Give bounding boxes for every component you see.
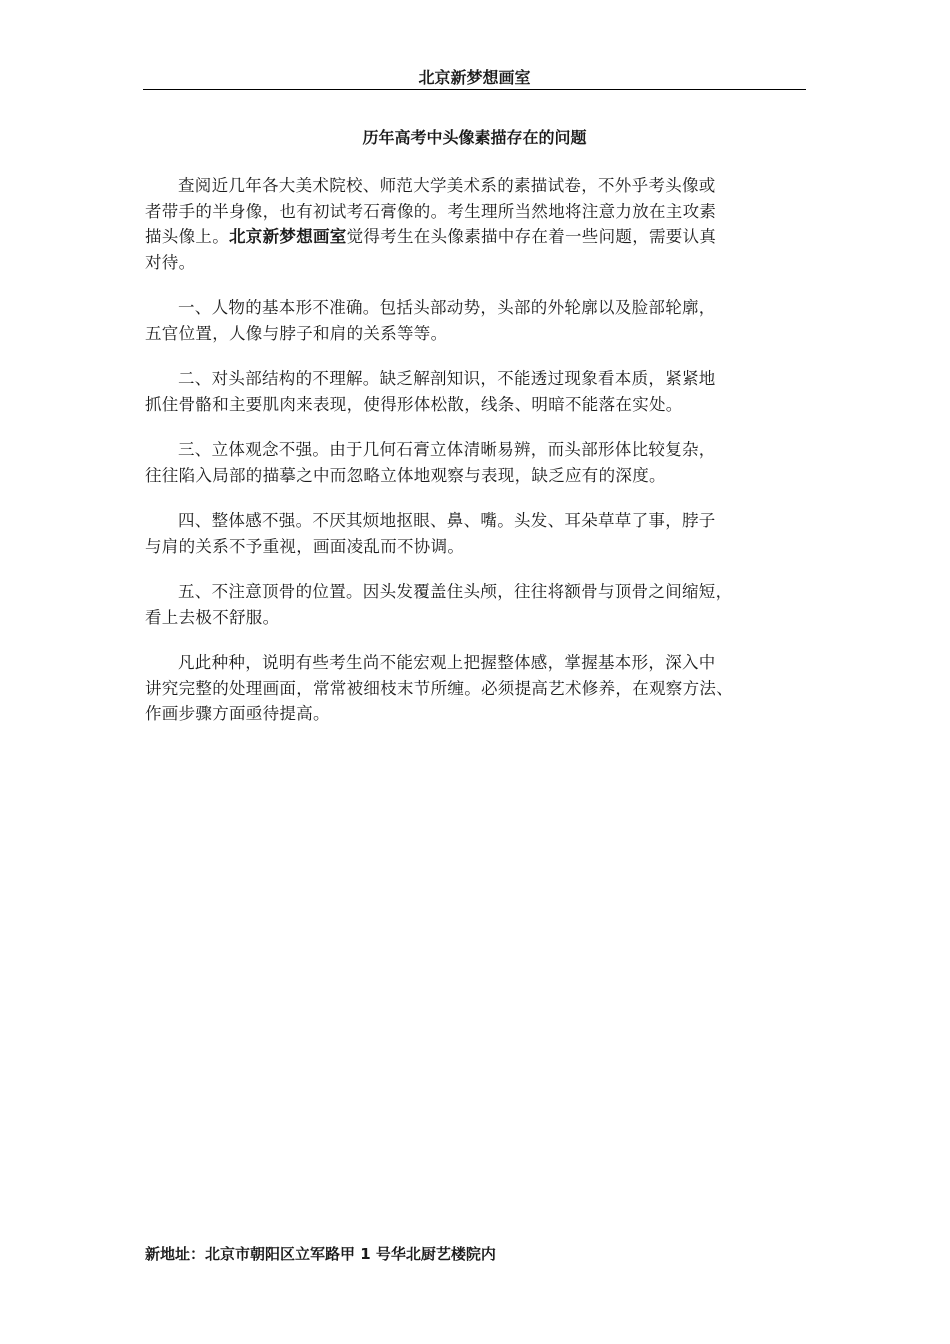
paragraph-line: 四、整体感不强。不厌其烦地抠眼、鼻、嘴。头发、耳朵草草了事，脖子 — [178, 511, 716, 530]
paragraph-line: 对待。 — [145, 252, 196, 272]
paragraph-line: 与肩的关系不予重视，画面凌乱而不协调。 — [145, 536, 465, 556]
header-divider — [143, 89, 806, 90]
paragraph-line: 凡此种种，说明有些考生尚不能宏观上把握整体感，掌握基本形，深入中 — [178, 653, 716, 672]
paragraph-line: 五官位置，人像与脖子和肩的关系等等。 — [145, 323, 448, 343]
paragraph-line: 三、立体观念不强。由于几何石膏立体清晰易辨，而头部形体比较复杂， — [178, 440, 716, 459]
paragraph-line — [145, 224, 810, 250]
intro-paragraph — [145, 173, 810, 275]
point-paragraph-5 — [145, 579, 810, 630]
point-paragraph-1 — [145, 295, 810, 346]
conclusion-paragraph — [145, 650, 810, 727]
paragraph-line: 二、对头部结构的不理解。缺乏解剖知识，不能透过现象看本质，紧紧地 — [178, 369, 716, 388]
page-header-title: 北京新梦想画室 — [418, 68, 531, 87]
point-paragraph-2 — [145, 366, 810, 417]
paragraph-line: 者带手的半身像，也有初试考石膏像的。考生理所当然地将注意力放在主攻素 — [145, 201, 717, 221]
paragraph-line: 作画步骤方面亟待提高。 — [145, 704, 330, 723]
paragraph-line: 往往陷入局部的描摹之中而忽略立体地观察与表现，缺乏应有的深度。 — [145, 465, 666, 485]
footer-address: 新地址：北京市朝阳区立军路甲 1 号华北厨艺楼院内 — [145, 1245, 496, 1263]
document-body — [145, 173, 810, 747]
document-title: 历年高考中头像素描存在的问题 — [362, 128, 587, 147]
paragraph-line: 看上去极不舒服。 — [145, 607, 280, 627]
point-paragraph-4 — [145, 508, 810, 559]
studio-name-emphasis: 北京新梦想画室 — [229, 227, 347, 246]
paragraph-line: 五、不注意顶骨的位置。因头发覆盖住头颅，往往将额骨与顶骨之间缩短， — [178, 582, 733, 601]
point-paragraph-3 — [145, 437, 810, 488]
paragraph-line: 查阅近几年各大美术院校、师范大学美术系的素描试卷，不外乎考头像或 — [178, 176, 716, 195]
paragraph-text: 描头像上。 — [145, 227, 229, 246]
paragraph-text: 觉得考生在头像素描中存在着一些问题，需要认真 — [346, 227, 717, 246]
paragraph-line: 抓住骨骼和主要肌肉来表现，使得形体松散，线条、明暗不能落在实处。 — [145, 394, 683, 414]
paragraph-line: 一、人物的基本形不准确。包括头部动势，头部的外轮廓以及脸部轮廓， — [178, 298, 716, 317]
paragraph-line: 讲究完整的处理画面，常常被细枝末节所缠。必须提高艺术修养，在观察方法、 — [145, 678, 733, 698]
